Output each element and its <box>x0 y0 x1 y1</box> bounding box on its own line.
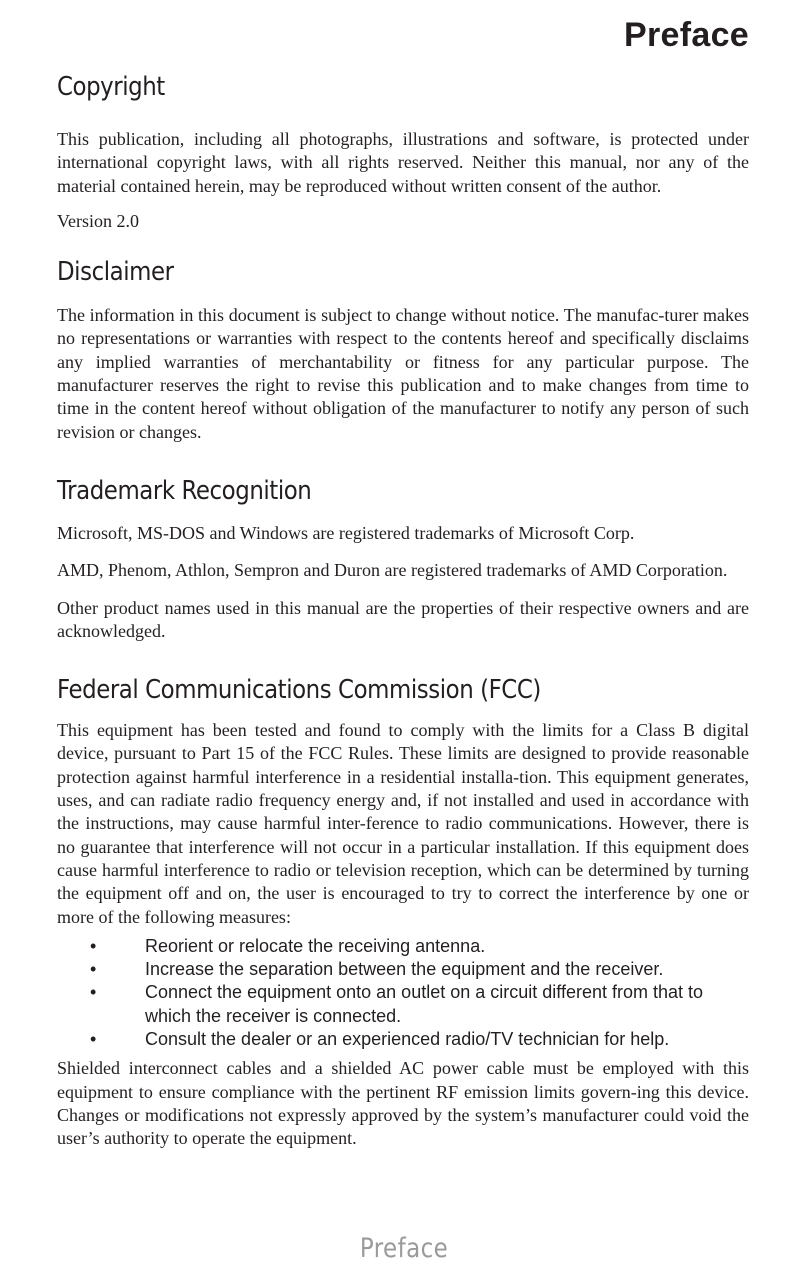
page-footer-title: Preface <box>359 1233 449 1264</box>
fcc-paragraph: This equipment has been tested and found to comply with the limits for a Class B digital device, pursuant to Part 15 of the FCC Rules. These limits are designed to provide reasonable protection against harmful interference in a residential installa-tion. This equipment generates, uses, and can radiate radio frequency energy and, if not installed and used in accordance with the instructions, may cause harmful inter-ference to radio communications. However, there is no guarantee that interference will not occur in a particular installation. If this equipment does cause harmful interference to radio or television reception, which can be determined by turning the equipment off and on, the user is encouraged to try to correct the interference by one or more of the following measures: <box>57 720 749 927</box>
section-heading-copyright: Copyright <box>57 72 165 102</box>
fcc-measures-list <box>57 935 749 1051</box>
bullet-icon: • <box>90 935 97 956</box>
trademark-paragraph: Microsoft, MS-DOS and Windows are registered trademarks of Microsoft Corp. <box>57 522 635 543</box>
trademark-paragraph: Other product names used in this manual are the properties of their respective owners and are acknowledged. <box>57 597 749 641</box>
fcc-closing-paragraph: Shielded interconnect cables and a shielded AC power cable must be employed with this equipment to ensure compliance with the pertinent RF emission limits govern-ing this device. Changes or modifications not expressly approved by the system’s manufacturer could void the user’s authority to operate the equipment. <box>57 1058 749 1149</box>
bullet-icon: • <box>90 959 97 980</box>
list-item-text: Connect the equipment onto an outlet on a circuit different from that to which the receiver is connected. <box>145 982 704 1026</box>
bullet-icon: • <box>90 982 97 1003</box>
list-item-text: Reorient or relocate the receiving antenna. <box>145 935 486 956</box>
page-header-title: Preface <box>624 16 749 54</box>
disclaimer-paragraph: The information in this document is subject to change without notice. The manufac-turer makes no representations or warranties with respect to the contents hereof and specifically disclaims any implied warranties of merchantability or fitness for any particular purpose. The manufacturer reserves the right to revise this publication and to make changes from time to time in the content hereof without obligation of the manufacturer to notify any person of such revision or changes. <box>57 305 749 442</box>
bullet-icon: • <box>90 1029 97 1050</box>
version-text: Version 2.0 <box>57 210 139 231</box>
list-item <box>57 1028 749 1051</box>
list-item-text: Increase the separation between the equipment and the receiver. <box>145 959 664 980</box>
document-page <box>57 0 749 1151</box>
section-heading-fcc: Federal Communications Commission (FCC) <box>57 675 541 706</box>
list-item <box>57 981 749 1028</box>
section-heading-disclaimer: Disclaimer <box>57 257 174 288</box>
trademark-paragraph: AMD, Phenom, Athlon, Sempron and Duron are registered trademarks of AMD Corporation. <box>57 560 728 581</box>
list-item <box>57 958 749 981</box>
list-item <box>57 935 749 958</box>
copyright-paragraph: This publication, including all photographs, illustrations and software, is protected under international copyright laws, with all rights reserved. Neither this manual, nor any of the material contained herein, may be reproduced without written consent of the author. <box>57 129 749 196</box>
section-heading-trademark: Trademark Recognition <box>57 475 312 506</box>
list-item-text: Consult the dealer or an experienced radio/TV technician for help. <box>145 1029 670 1050</box>
